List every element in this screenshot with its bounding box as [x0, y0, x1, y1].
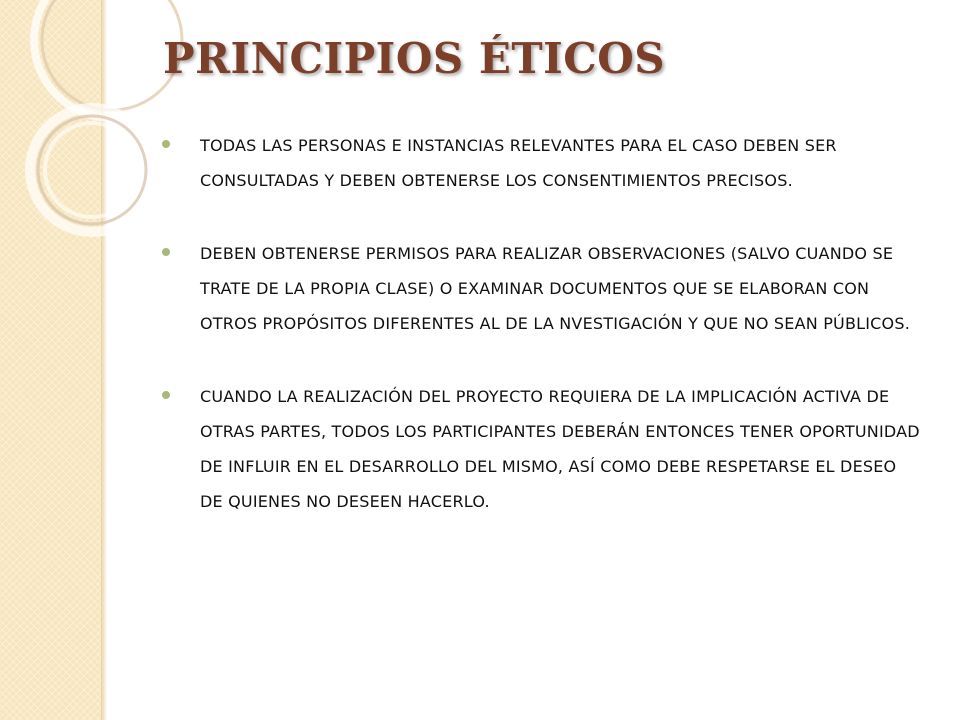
bullet-text: DEBEN OBTENERSE PERMISOS PARA REALIZAR OBSERVACIONES (SALVO CUANDO SE TRATE DE LA PROPIA CLASE) O EXAMINAR DOCUMENTOS QUE SE ELABORAN CON OTROS PROPÓSITOS DIFERENTES AL DE LA NVESTIGACIÓN Y QUE NO SEAN PÚBLICOS.: [200, 244, 910, 333]
bullet-item: [160, 236, 920, 341]
bullet-dot-icon: [162, 248, 170, 256]
bullet-item: [160, 379, 920, 519]
bullet-list: [160, 128, 920, 557]
slide-title: PRINCIPIOS ÉTICOS: [163, 34, 666, 83]
bullet-item: [160, 128, 920, 198]
bullet-text: TODAS LAS PERSONAS E INSTANCIAS RELEVANTES PARA EL CASO DEBEN SER CONSULTADAS Y DEBEN OBTENERSE LOS CONSENTIMIENTOS PRECISOS.: [200, 136, 837, 190]
bullet-dot-icon: [162, 140, 170, 148]
bullet-text: CUANDO LA REALIZACIÓN DEL PROYECTO REQUIERA DE LA IMPLICACIÓN ACTIVA DE OTRAS PARTES, TODOS LOS PARTICIPANTES DEBERÁN ENTONCES TENER OPORTUNIDAD DE INFLUIR EN EL DESARROLLO DEL MISMO, ASÍ COMO DEBE RESPETARSE EL DESEO DE QUIENES NO DESEEN HACERLO.: [200, 387, 920, 511]
bullet-dot-icon: [162, 391, 170, 399]
